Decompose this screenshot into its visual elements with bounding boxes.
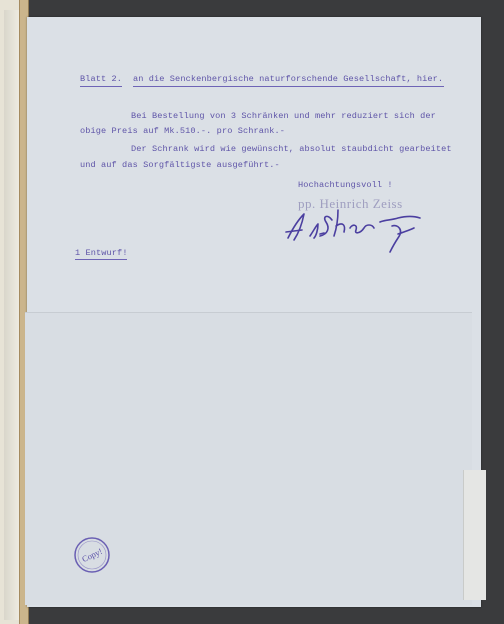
copy-stamp-label: Copy! <box>80 545 104 565</box>
signature-stamp: pp. Heinrich Zeiss <box>298 196 403 211</box>
body-line: obige Preis auf Mk.510.-. pro Schrank.- <box>80 126 286 136</box>
enclosure-note: 1 Entwurf! <box>75 248 128 258</box>
enclosure-underline <box>75 259 127 260</box>
closing-text: Hochachtungsvoll ! <box>298 180 393 190</box>
body-line: Der Schrank wird wie gewünscht, absolut staubdicht gearbeitet <box>131 144 452 154</box>
addressee-heading: an die Senckenbergische naturforschende Gesellschaft, hier. <box>133 74 444 84</box>
copy-stamp <box>72 535 112 575</box>
sheet-number-underline <box>80 86 122 87</box>
body-line: Bei Bestellung von 3 Schränken und mehr reduziert sich der <box>131 111 436 121</box>
handwritten-signature <box>280 200 440 255</box>
sheet-number: Blatt 2. <box>80 74 123 84</box>
body-line: und auf das Sorgfältigste ausgeführt.- <box>80 160 280 170</box>
addressee-underline <box>133 86 444 87</box>
page-corner-flap <box>463 470 486 600</box>
